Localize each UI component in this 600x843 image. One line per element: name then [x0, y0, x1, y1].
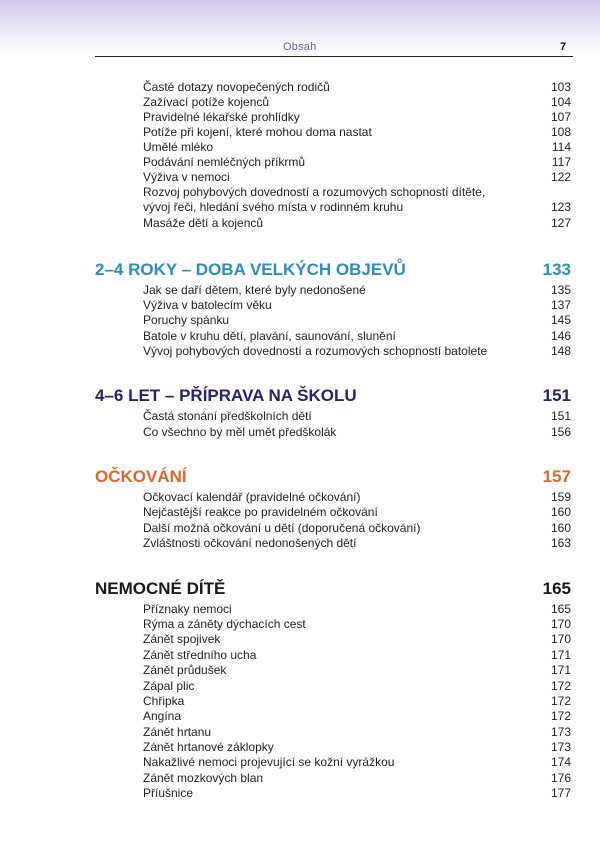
toc-entry-page: 151 — [550, 409, 571, 423]
toc-entry-page: 117 — [551, 155, 571, 169]
toc-entry-page: 170 — [550, 617, 571, 631]
section-title: NEMOCNÉ DÍTĚ — [95, 579, 226, 598]
toc-entry — [143, 125, 571, 140]
header-divider — [95, 56, 573, 57]
toc-entry-page: 172 — [550, 694, 571, 708]
toc-entry-page: 104 — [550, 95, 571, 109]
toc-entry-title: Zánět spojivek — [143, 632, 221, 646]
toc-entry-page: 107 — [550, 110, 571, 124]
toc-entry — [143, 725, 571, 740]
toc-entry-title: Příušnice — [143, 786, 194, 800]
toc-entry-page: 108 — [550, 125, 571, 139]
toc-entry — [143, 771, 571, 786]
section-title: OČKOVÁNÍ — [95, 467, 187, 486]
toc-entry-title: Angína — [143, 709, 182, 723]
toc-section-heading — [95, 260, 571, 280]
toc-entry-title: Zánět hrtanu — [143, 725, 212, 739]
toc-entry-title: Podávání nemléčných příkrmů — [143, 155, 306, 169]
toc-entry-page: 174 — [550, 755, 571, 769]
toc-entry-title: Umělé mléko — [143, 140, 214, 154]
page-number: 7 — [560, 41, 567, 53]
toc-entry-title: Zažívací potíže kojenců — [143, 95, 270, 109]
toc-entry — [143, 95, 571, 110]
toc-entry-title: Výživa v batolecím věku — [143, 298, 272, 312]
toc-entry-page: 160 — [550, 505, 571, 519]
toc-entry-page: 171 — [550, 648, 571, 662]
toc-entry-title: Zápal plic — [143, 679, 195, 693]
toc-entry-title: Batole v kruhu dětí, plavání, saunování, slunění — [143, 329, 396, 343]
running-header-title: Obsah — [283, 41, 317, 53]
toc-entry — [143, 140, 571, 155]
toc-entry — [143, 786, 571, 801]
toc-entry-title: Jak se daří dětem, které byly nedonošené — [143, 283, 366, 297]
toc-entry — [143, 602, 571, 617]
toc-entry — [143, 313, 571, 328]
toc-entry-page: 114 — [551, 140, 571, 154]
toc-entry — [143, 409, 571, 424]
toc-entry — [143, 694, 571, 709]
toc-entry — [143, 505, 571, 520]
toc-entry-title: Nakažlivé nemoci projevující se kožní vyrážkou — [143, 755, 395, 769]
section-page: 151 — [542, 386, 571, 405]
toc-entry — [143, 110, 571, 125]
toc-entry-page: 148 — [550, 344, 571, 358]
toc-entry-title: Poruchy spánku — [143, 313, 230, 327]
toc-entry-title: Masáže dětí a kojenců — [143, 216, 264, 230]
toc-entry-page: 173 — [550, 740, 571, 754]
toc-entry — [143, 283, 571, 298]
toc-entry — [143, 425, 571, 440]
toc-entry — [143, 740, 571, 755]
toc-entry — [143, 632, 571, 647]
section-title: 4–6 LET – PŘÍPRAVA NA ŠKOLU — [95, 386, 357, 405]
toc-entry-page: 146 — [550, 329, 571, 343]
toc-entry-page: 156 — [550, 425, 571, 439]
toc-entry-title: Rýma a záněty dýchacích cest — [143, 617, 306, 631]
toc-entry — [143, 80, 571, 95]
toc-entry-page: 145 — [550, 313, 571, 327]
toc-entry-page: 123 — [550, 200, 571, 214]
toc-entry-page: 159 — [550, 490, 571, 504]
toc-entry — [143, 490, 571, 505]
toc-entry-title: Častá stonání předškolních dětí — [143, 409, 312, 423]
toc-entry — [143, 216, 571, 231]
toc-entry-title: Rozvoj pohybových dovedností a rozumových schopností dítěte, — [143, 185, 486, 199]
section-page: 133 — [542, 260, 571, 279]
toc-entry — [143, 298, 571, 313]
toc-entry — [143, 521, 571, 536]
toc-entry — [143, 617, 571, 632]
toc-entry-page: 160 — [550, 521, 571, 535]
toc-entry — [143, 185, 571, 215]
toc-entry-page: 103 — [550, 80, 571, 94]
toc-entry-page: 172 — [550, 679, 571, 693]
toc-entry-page: 172 — [550, 709, 571, 723]
toc-entry-page: 170 — [550, 632, 571, 646]
toc-entry-page: 135 — [550, 283, 571, 297]
toc-entry-title: Zvláštnosti očkování nedonošených dětí — [143, 536, 357, 550]
toc-entry — [143, 755, 571, 770]
toc-entry-title: Zánět hrtanové záklopky — [143, 740, 274, 754]
toc-section-heading — [95, 386, 571, 406]
section-page: 157 — [542, 467, 571, 486]
toc-section-heading — [95, 579, 571, 599]
toc-entry-page: 137 — [550, 298, 571, 312]
toc-entry-title: Potíže při kojení, které mohou doma nastat — [143, 125, 372, 139]
toc-entry — [143, 344, 571, 359]
section-title: 2–4 ROKY – DOBA VELKÝCH OBJEVŮ — [95, 260, 406, 279]
toc-entry — [143, 155, 571, 170]
toc-section-heading — [95, 467, 571, 487]
toc-entry-title: Nejčastější reakce po pravidelném očkování — [143, 505, 378, 519]
toc-entry-page: 176 — [550, 771, 571, 785]
toc-entry — [143, 709, 571, 724]
toc-entry-title: Příznaky nemoci — [143, 602, 232, 616]
toc-entry-title-continued: vývoj řeči, hledání svého místa v rodinném kruhu — [143, 200, 404, 214]
toc-entry — [143, 679, 571, 694]
toc-entry-title: Časté dotazy novopečených rodičů — [143, 80, 330, 94]
toc-entry-title: Zánět středního ucha — [143, 648, 257, 662]
toc-entry-title: Další možná očkování u dětí (doporučená očkování) — [143, 521, 421, 535]
toc-entry-title: Pravidelné lékařské prohlídky — [143, 110, 300, 124]
toc-entry — [143, 170, 571, 185]
toc-entry-page: 173 — [550, 725, 571, 739]
toc-entry-page: 127 — [550, 216, 571, 230]
section-page: 165 — [542, 579, 571, 598]
toc-entry-title: Zánět průdušek — [143, 663, 227, 677]
toc-entry-page: 122 — [550, 170, 571, 184]
toc-entry-page: 165 — [550, 602, 571, 616]
toc-entry — [143, 329, 571, 344]
toc-entry-title: Chřipka — [143, 694, 185, 708]
toc-entry-title: Co všechno by měl umět předškolák — [143, 425, 337, 439]
toc-entry-title: Zánět mozkových blan — [143, 771, 264, 785]
toc-entry — [143, 663, 571, 678]
toc-entry-page: 171 — [550, 663, 571, 677]
toc-entry-title: Vývoj pohybových dovedností a rozumových schopností batolete — [143, 344, 488, 358]
toc-entry-page: 177 — [550, 786, 571, 800]
toc-entry — [143, 648, 571, 663]
toc-entry-title: Výživa v nemoci — [143, 170, 230, 184]
toc-entry — [143, 536, 571, 551]
toc-entry-page: 163 — [550, 536, 571, 550]
toc-entry-title: Očkovací kalendář (pravidelné očkování) — [143, 490, 361, 504]
